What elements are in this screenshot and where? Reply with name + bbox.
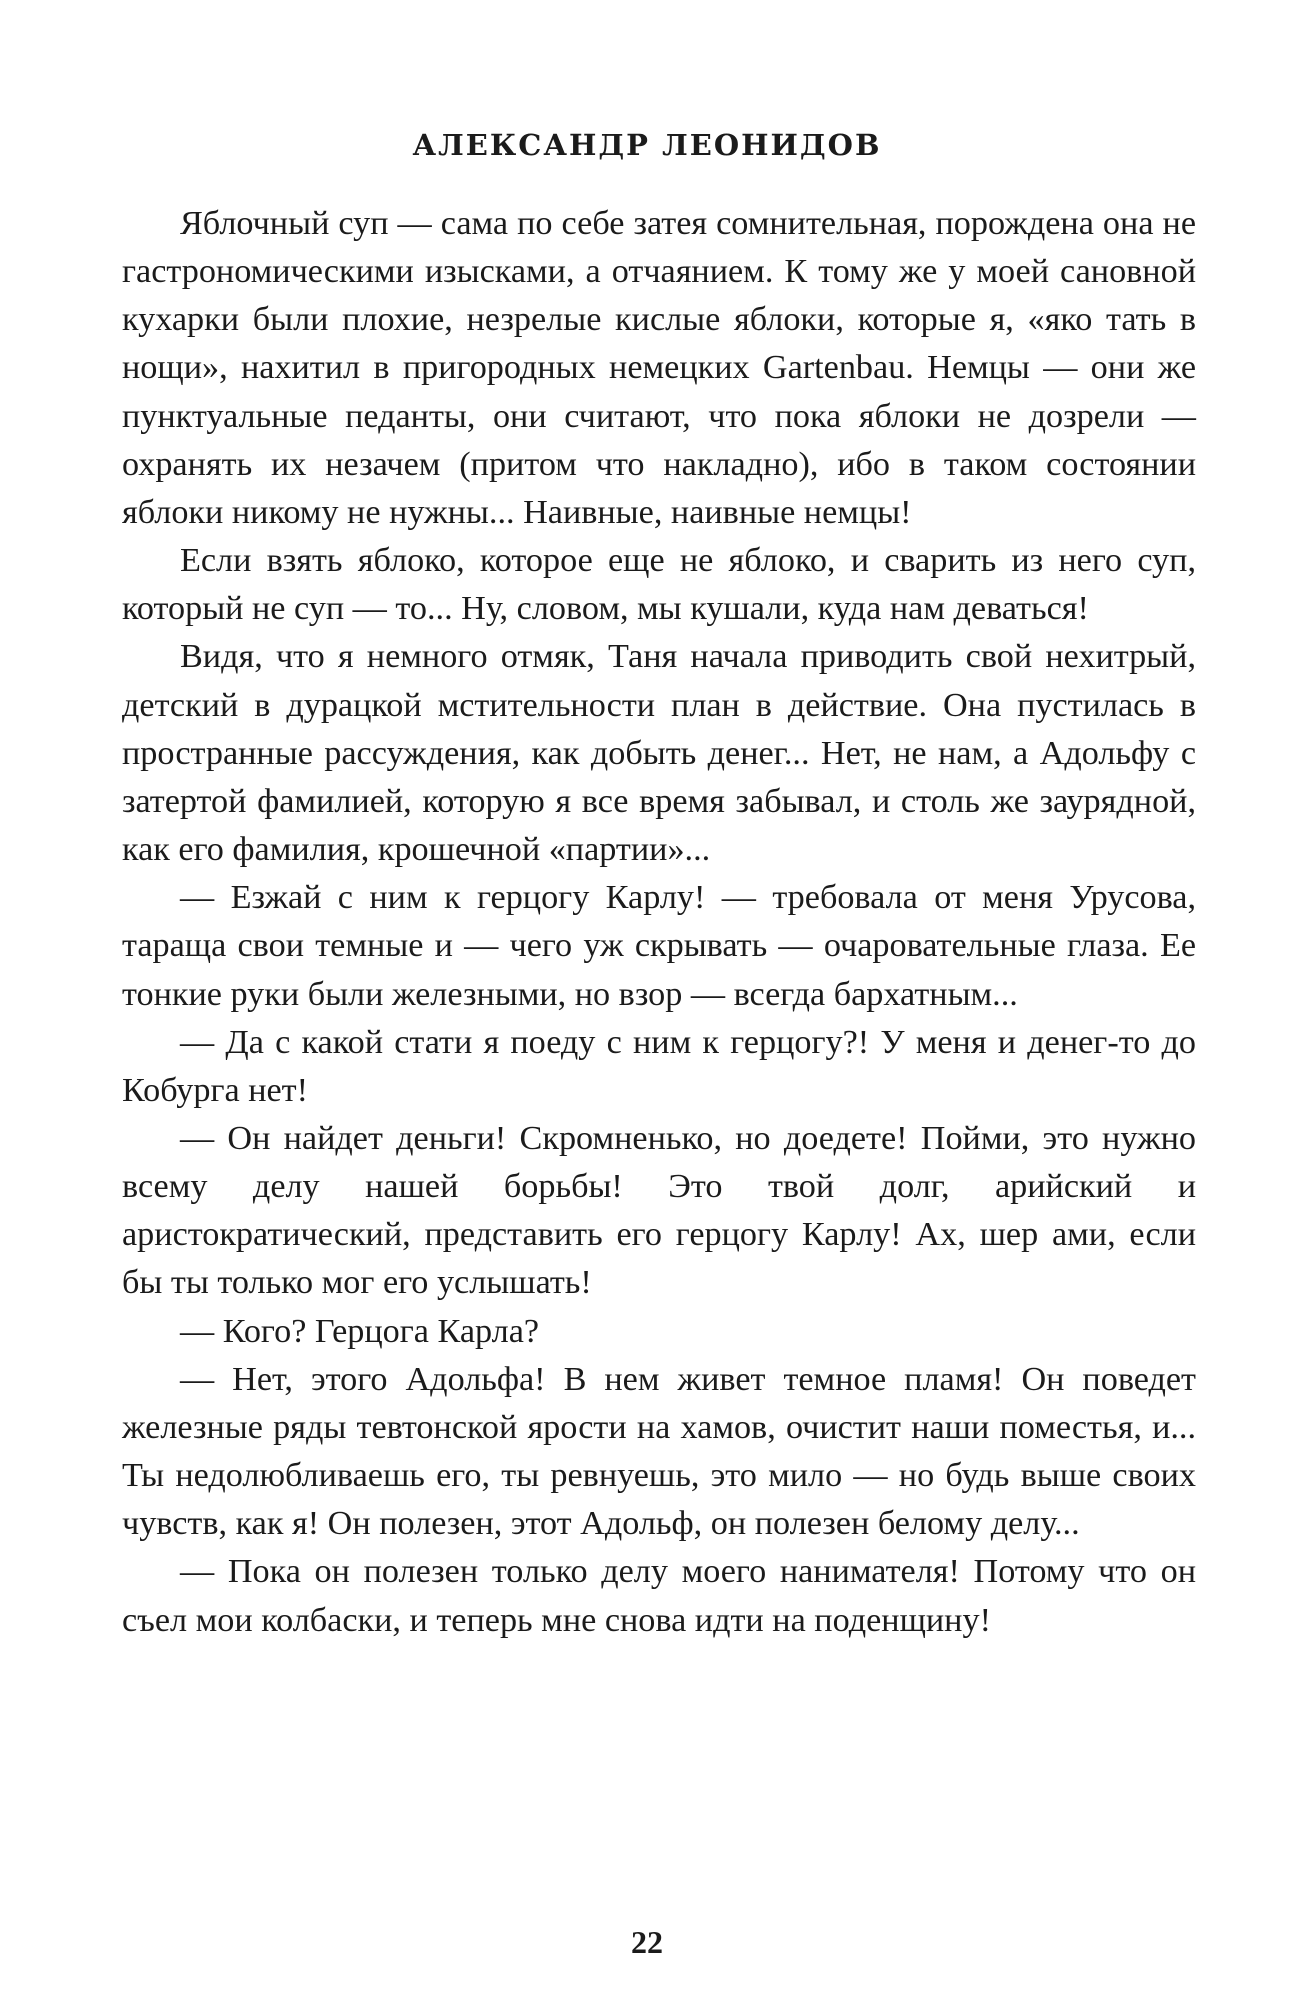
paragraph: Яблочный суп — сама по себе затея сомнительная, порождена она не гастрономическими изысками, а отчаянием. К тому же у моей сановной кухарки были плохие, незрелые кислые яблоки, которые я, «яко тать в нощи», нахитил в пригородных немецких Gartenbau. Немцы — они же пунктуальные педанты, они считают, что пока яблоки не дозрели — охранять их незачем (притом что накладно), ибо в таком состоянии яблоки никому не нужны... Наивные, наивные немцы! [122,205,1196,531]
running-title: АЛЕКСАНДР ЛЕОНИДОВ [412,128,882,162]
paragraph: — Да с какой стати я поеду с ним к герцогу?! У меня и денег-то до Кобурга нет! [122,1023,1196,1109]
page-number: 22 [631,1924,663,1960]
paragraph: — Езжай с ним к герцогу Карлу! — требовала от меня Урусова, тараща свои темные и — чего уж скрывать — очаровательные глаза. Ее тонкие руки были железными, но взор — всегда бархатным... [122,879,1196,1013]
paragraph: — Кого? Герцога Карла? [180,1312,540,1350]
body-text [122,200,1196,1645]
paragraph: Если взять яблоко, которое еще не яблоко, и сварить из него суп, который не суп — то... Ну, словом, мы кушали, куда нам деваться! [122,542,1196,628]
paragraph: — Пока он полезен только делу моего нанимателя! Потому что он съел мои колбаски, и теперь мне снова идти на поденщину! [122,1553,1196,1639]
paragraph: — Нет, этого Адольфа! В нем живет темное пламя! Он поведет железные ряды тевтонской ярости на хамов, очистит наши поместья, и... Ты недолюбливаешь его, ты ревнуешь, это мило — но будь выше своих чувств, как я! Он полезен, этот Адольф, он полезен белому делу... [122,1360,1196,1543]
paragraph: — Он найдет деньги! Скромненько, но доедете! Пойми, это нужно всему делу нашей борьбы! Это твой долг, арийский и аристократический, представить его герцогу Карлу! Ах, шер ами, если бы ты только мог его услышать! [122,1119,1196,1302]
paragraph: Видя, что я немного отмяк, Таня начала приводить свой нехитрый, детский в дурацкой мстительности план в действие. Она пустилась в пространные рассуждения, как добыть денег... Нет, не нам, а Адольфу с затертой фамилией, которую я все время забывал, и столь же заурядной, как его фамилия, крошечной «партии»... [122,638,1196,869]
